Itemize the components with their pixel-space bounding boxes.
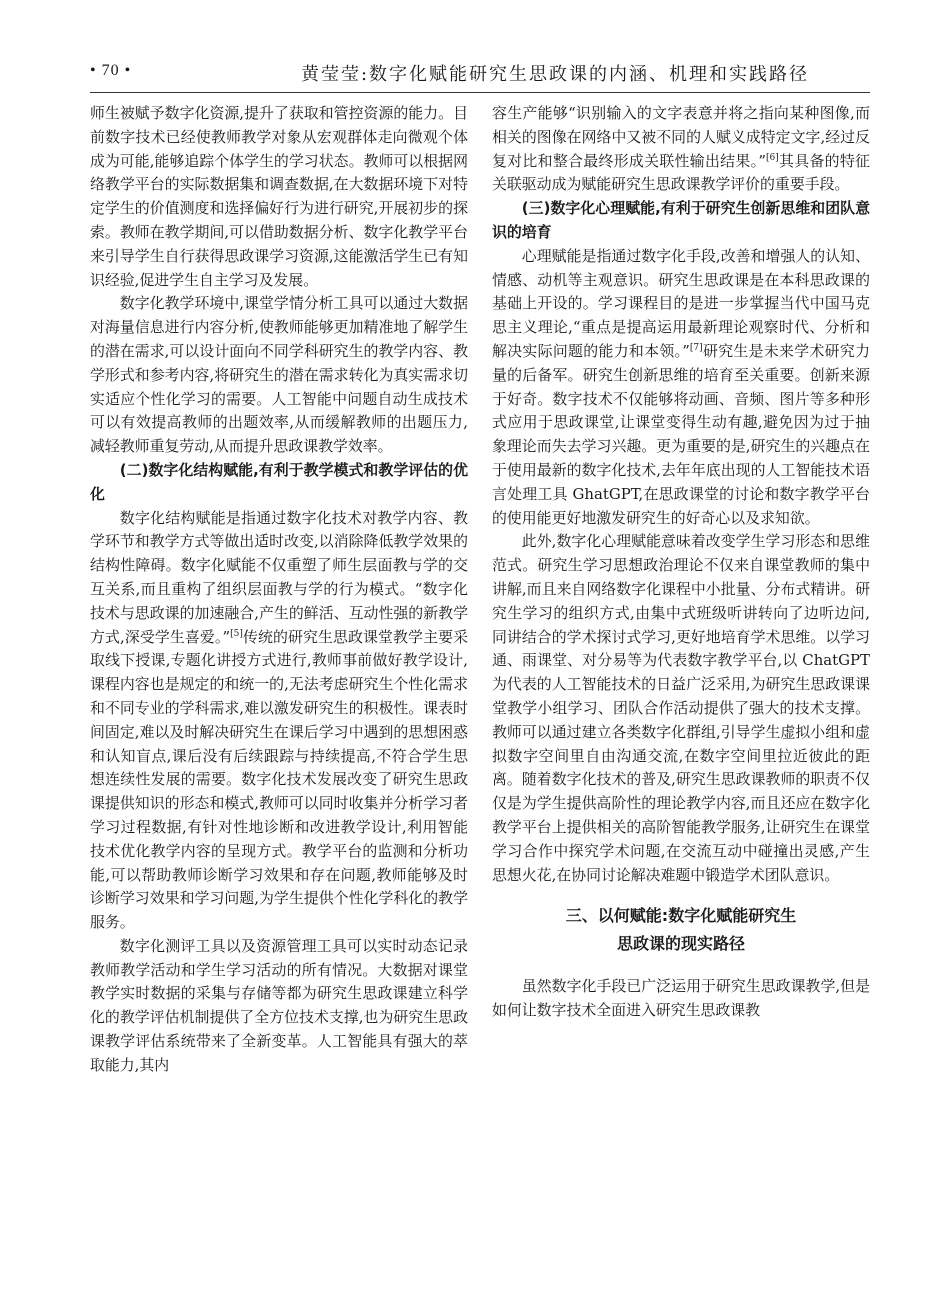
paragraph: 虽然数字化手段已广泛运用于研究生思政课教学,但是如何让数字技术全面进入研究生思政课教 [492, 977, 870, 1020]
header-rule [90, 92, 870, 93]
paragraph: 此外,数字化心理赋能意味着改变学生学习形态和思维范式。研究生学习思想政治理论不仅来自课堂教师的集中讲解,而且来自网络数字化课程中小批量、分布式精讲。研究生学习的组织方式,由集中式班级听讲转向了边听边问,同讲结合的学术探讨式学习,更好地培育学术思维。以学习通、雨课堂、对分易等为代表数字教学平台,以 ChatGPT 为代表的人工智能技术的日益广泛采用,为研究生思政课课堂教学小组学习、团队合作活动提供了强大的技术支撑。教师可以通过建立各类数字化群组,引导学生虚拟小组和虚拟数字空间里自由沟通交流,在数字空间里拉近彼此的距离。随着数字化技术的普及,研究生思政课教师的职责不仅仅是为学生提供高阶性的理论教学内容,而且还应在数字化教学平台上提供相关的高阶智能教学服务,让研究生在课堂学习合作中探究学术问题,在交流互动中碰撞出灵感,产生思想火花,在协同讨论解决难题中锻造学术团队意识。 [492, 532, 870, 884]
part-heading-line: 三、以何赋能:数字化赋能研究生 [565, 906, 797, 926]
reference-marker: [6] [765, 152, 779, 163]
paragraph-text: 研究生是未来学术研究力量的后备军。研究生创新思维的培育至关重要。创新来源于好奇。数字技术不仅能够将动画、音频、图片等多种形式应用于思政课堂,让课堂变得生动有趣,避免因为过于抽象理论而失去学习兴趣。更为重要的是,研究生的兴趣点在于使用最新的数字化技术,去年年底出现的人工智能技术语言处理工具 GhatGPT,在思政课堂的讨论和数字教学平台的使用能更好地激发研究生的好奇心以及求知欲。 [492, 341, 870, 527]
paragraph-text: 传统的研究生思政课堂教学主要采取线下授课,专题化讲授方式进行,教师事前做好教学设计,课程内容也是规定的和统一的,无法考虑研究生个性化需求和不同专业的学科需求,难以激发研究生的积极性。课表时间固定,难以及时解决研究生在课后学习中遇到的思想困惑和认知盲点,课后没有后续跟踪与持续提高,不符合学生思想连续性发展的需要。数字化技术发展改变了研究生思政课提供知识的形态和模式,教师可以同时收集并分析学习者学习过程数据,有针对性地诊断和改进教学设计,利用智能技术优化教学内容的呈现方式。教学平台的监测和分析功能,可以帮助教师诊断学习效果和存在问题,教师能够及时诊断学习效果和学习问题,为学生提供个性化学科化的教学服务。 [90, 627, 468, 932]
paragraph [492, 245, 870, 531]
paragraph [90, 507, 468, 935]
right-column [492, 102, 870, 1023]
paragraph: 数字化教学环境中,课堂学情分析工具可以通过大数据对海量信息进行内容分析,使教师能够更加精准地了解学生的潜在需求,可以设计面向不同学科研究生的教学内容、教学形式和参考内容,将研究生的潜在需求转化为真实需求切实适应个性化学习的需要。人工智能中问题自动生成技术可以有效提高教师的出题效率,从而缓解教师的出题压力,减轻教师重复劳动,从而提升思政课教学效率。 [90, 294, 468, 456]
paragraph-text: 数字化结构赋能是指通过数字化技术对教学内容、教学环节和教学方式等做出适时改变,以消除降低教学效果的结构性障碍。数字化赋能不仅重塑了师生层面教与学的交互关系,而且重构了组织层面教与学的行为模式。“数字化技术与思政课的加速融合,产生的鲜活、互动性强的新教学方式,深受学生喜爱。” [90, 508, 468, 646]
section-heading: (三)数字化心理赋能,有利于研究生创新思维和团队意识的培育 [492, 199, 870, 241]
paragraph: 数字化测评工具以及资源管理工具可以实时动态记录教师教学活动和学生学习活动的所有情况。大数据对课堂教学实时数据的采集与存储等都为研究生思政课建立科学化的教学评估机制提供了全方位技术支撑,也为研究生思政课教学评估系统带来了全新变革。人工智能具有强大的萃取能力,其内 [90, 936, 468, 1074]
paragraph: 师生被赋予数字化资源,提升了获取和管控资源的能力。目前数字技术已经使教师教学对象从宏观群体走向微观个体成为可能,能够追踪个体学生的学习状态。教师可以根据网络教学平台的实际数据集和调查数据,在大数据环境下对特定学生的价值测度和选择偏好行为进行研究,开展初步的探索。教师在教学期间,可以借助数据分析、数字化教学平台来引导学生自行获得思政课学习资源,这能激活学生已有知识经验,促进学生自主学习及发展。 [90, 104, 468, 289]
page-header [90, 60, 870, 94]
paragraph-text: 其具备的特征关联驱动成为赋能研究生思政课教学评价的重要手段。 [492, 151, 870, 194]
left-column [90, 102, 468, 1078]
page-number: • 70 • [90, 62, 132, 79]
paragraph-text: 心理赋能是指通过数字化手段,改善和增强人的认知、情感、动机等主观意识。研究生思政课是在本科思政课的基础上开设的。学习课程目的是进一步掌握当代中国马克思主义理论,“重点是提高运用最新理论观察时代、分析和解决实际问题的能力和本领。” [492, 246, 870, 360]
running-title: 黄莹莹:数字化赋能研究生思政课的内涵、机理和实践路径 [300, 64, 810, 85]
part-heading [492, 902, 870, 958]
section-heading: (二)数字化结构赋能,有利于教学模式和教学评估的优化 [90, 460, 468, 503]
reference-marker: [5] [230, 628, 243, 639]
part-heading-line: 思政课的现实路径 [616, 934, 745, 954]
reference-marker: [7] [689, 342, 703, 353]
paragraph [492, 102, 870, 197]
paragraph-text: 容生产能够“识别输入的文字表意并将之指向某种图像,而相关的图像在网络中又被不同的人赋义成特定文字,经过反复对比和整合最终形成关联性输出结果。” [492, 104, 870, 170]
